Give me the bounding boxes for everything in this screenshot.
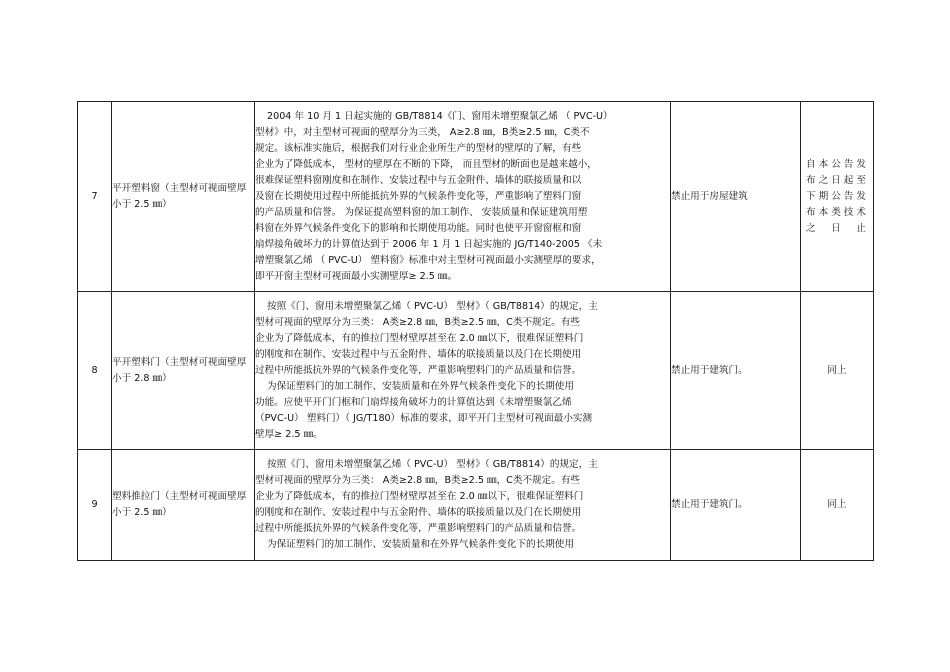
row-number: 9 (78, 450, 112, 561)
row-number: 8 (78, 292, 112, 450)
reason-line: 型材》中，对主型材可视面的壁厚分为三类， A≥2.8 ㎜，B类≥2.5 ㎜，C类不 (255, 126, 590, 138)
regulation-table (77, 101, 874, 561)
restriction-reason (255, 292, 671, 450)
reason-line: 的产品质量和信誉。 为保证提高塑料窗的加工制作、 安装质量和保证建筑用塑 (255, 206, 588, 218)
effective-period-text: 自本公告发布之日起至下期公告发布本类技术之日止 (806, 158, 868, 234)
row-number: 7 (78, 102, 112, 292)
reason-line: 及窗在长期使用过程中所能抵抗外界的气候条件变化等，严重影响了塑料门窗 (255, 190, 582, 202)
reason-line: 过程中所能抵抗外界的气候条件变化等，严重影响塑料门的产品质量和信誉。 (255, 364, 582, 376)
reason-line: 的刚度和在制作、安装过程中与五金附件、墙体的联接质量以及门在长期使用 (255, 507, 582, 518)
product-name: 平开塑料门（主型材可视面壁厚小于 2.8 ㎜） (112, 292, 255, 450)
product-name: 塑料推拉门（主型材可视面壁厚小于 2.5 ㎜） (112, 450, 255, 561)
table-row (78, 450, 874, 561)
restriction-scope: 禁止用于建筑门。 (671, 292, 801, 450)
reason-line: 即平开窗主型材可视面最小实测壁厚≥ 2.5 ㎜。 (255, 270, 458, 282)
reason-line: 型材可视面的壁厚分为三类： A类≥2.8 ㎜，B类≥2.5 ㎜，C类不规定。有些 (255, 475, 581, 486)
reason-line: 企业为了降低成本， 型材的壁厚在不断的下降， 而且型材的断面也是越来越小， (255, 158, 597, 170)
reason-line: 为保证塑料门的加工制作、安装质量和在外界气候条件变化下的长期使用 (267, 539, 574, 550)
restriction-reason (255, 102, 671, 292)
reason-line: 按照《门、窗用未增塑聚氯乙烯（ PVC-U） 型材》（ GB/T8814）的规定，主 (267, 300, 598, 312)
reason-line: 很难保证塑料窗刚度和在制作、安装过程中与五金附件、墙体的联接质量和以 (255, 174, 582, 186)
reason-line: 料窗在外界气候条件变化下的影响和长期使用功能。同时也使平开窗窗框和窗 (255, 222, 582, 234)
reason-line: 型材可视面的壁厚分为三类： A类≥2.8 ㎜，B类≥2.5 ㎜，C类不规定。有些 (255, 316, 581, 328)
reason-line: 企业为了降低成本，有的推拉门型材壁厚甚至在 2.0 ㎜以下，很难保证塑料门 (255, 332, 584, 344)
effective-period: 同上 (801, 292, 874, 450)
reason-line: 按照《门、窗用未增塑聚氯乙烯（ PVC-U） 型材》（ GB/T8814）的规定，主 (267, 459, 598, 470)
restriction-reason (255, 450, 671, 561)
restriction-scope: 禁止用于房屋建筑 (671, 102, 801, 292)
reason-line: 过程中所能抵抗外界的气候条件变化等，严重影响塑料门的产品质量和信誉。 (255, 523, 582, 534)
reason-line: 功能。应使平开门门框和门扇焊接角破坏力的计算值达到《未增塑聚氯乙烯 (255, 396, 572, 408)
reason-line: 扇焊接角破坏力的计算值达到于 2006 年 1 月 1 日起实施的 JG/T140-2005 《未 (255, 238, 603, 250)
restriction-scope: 禁止用于建筑门。 (671, 450, 801, 561)
product-name: 平开塑料窗（主型材可视面壁厚小于 2.5 ㎜） (112, 102, 255, 292)
reason-line: 规定。该标准实施后，根据我们对行业企业所生产的型材的壁厚的了解，有些 (255, 142, 582, 154)
reason-line: 增塑聚氯乙烯 （ PVC-U） 塑料窗》标准中对主型材可视面最小实测壁厚的要求， (255, 254, 601, 266)
reason-line: （PVC-U） 塑料门）（ JG/T180）标准的要求，即平开门主型材可视面最小实测 (255, 412, 593, 424)
reason-line: 2004 年 10 月 1 日起实施的 GB/T8814《门、窗用未增塑聚氯乙烯 （ PVC-U） (267, 110, 613, 122)
table-row (78, 102, 874, 292)
effective-period (801, 102, 874, 292)
reason-line: 壁厚≥ 2.5 ㎜。 (255, 428, 323, 440)
effective-period: 同上 (801, 450, 874, 561)
reason-line: 为保证塑料门的加工制作、安装质量和在外界气候条件变化下的长期使用 (267, 380, 574, 392)
reason-line: 企业为了降低成本，有的推拉门型材壁厚甚至在 2.0 ㎜以下，很难保证塑料门 (255, 491, 584, 502)
reason-line: 的刚度和在制作、安装过程中与五金附件、墙体的联接质量以及门在长期使用 (255, 348, 582, 360)
table-row (78, 292, 874, 450)
